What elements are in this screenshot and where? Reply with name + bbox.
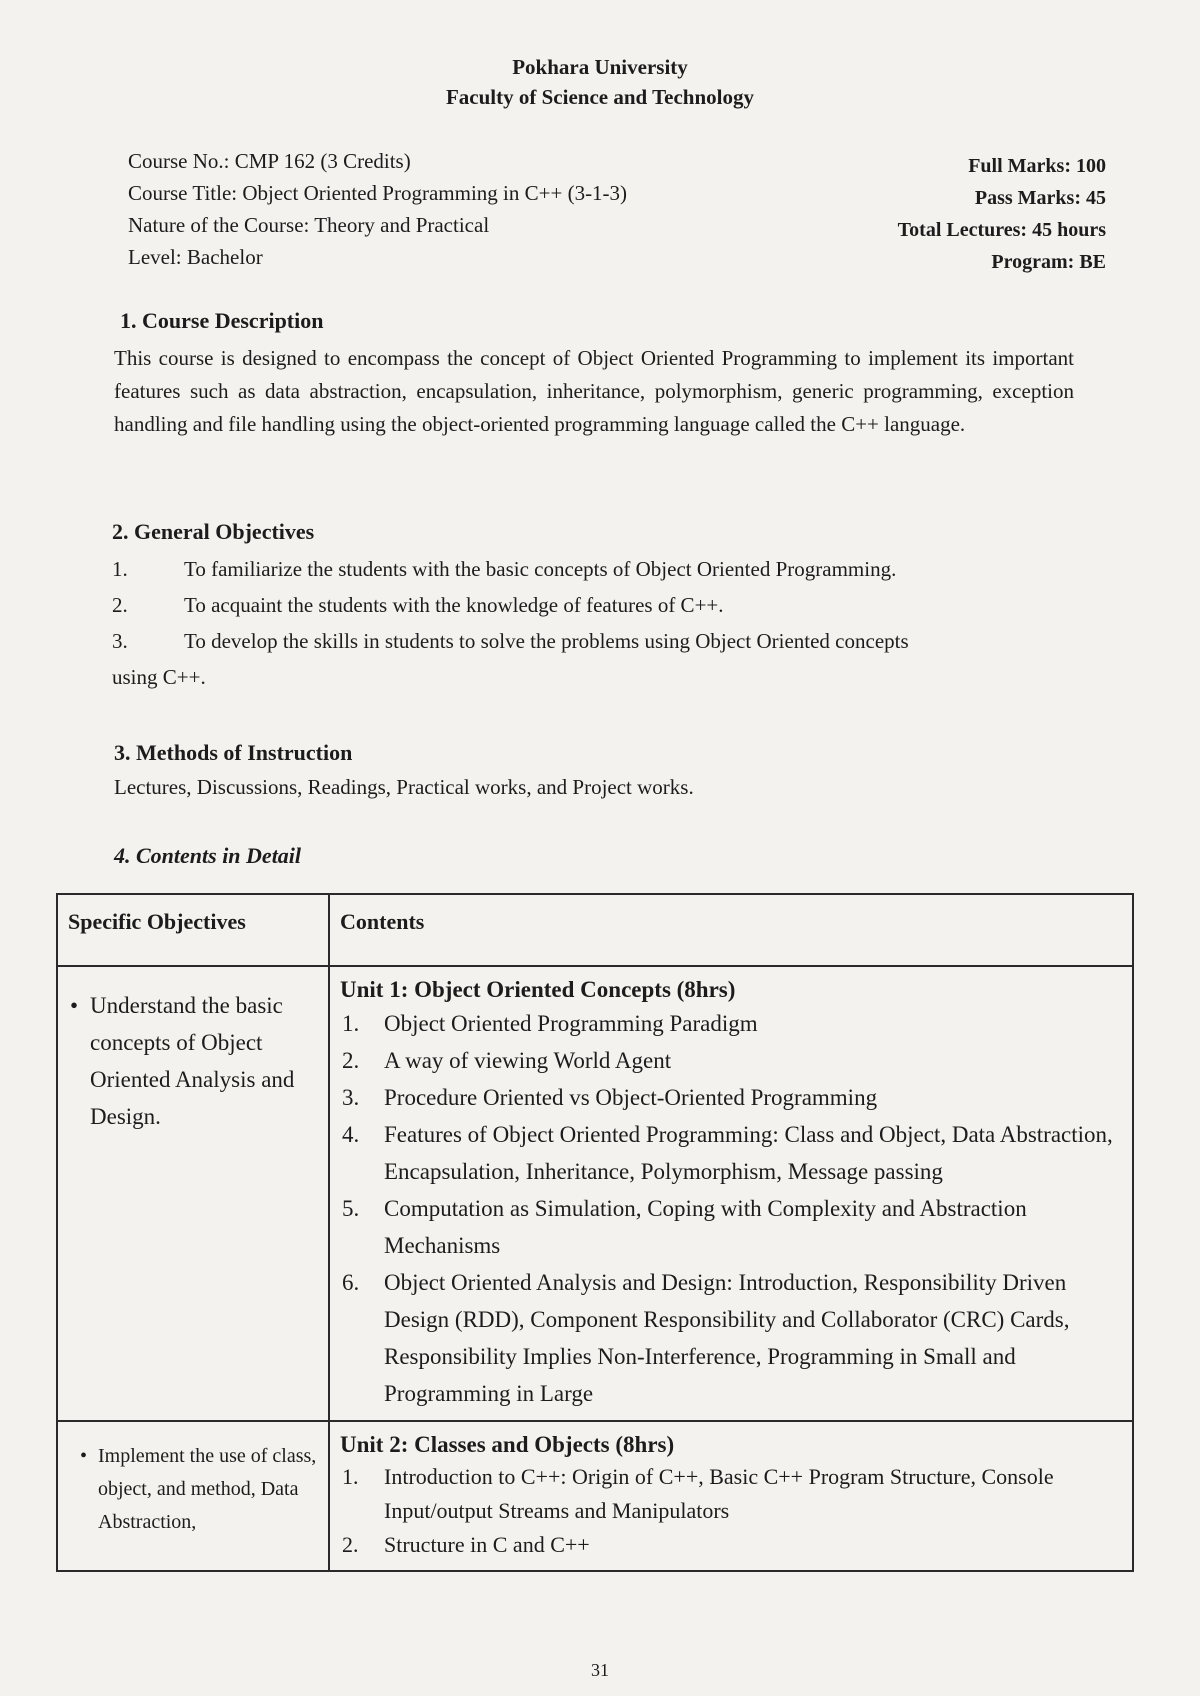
document-header [0, 52, 1200, 112]
unit-title: Unit 1: Object Oriented Concepts (8hrs) [340, 977, 736, 1002]
specific-objective-cell [57, 966, 329, 1421]
table-row [57, 1421, 1133, 1571]
pass-marks: Pass Marks: 45 [974, 187, 1106, 209]
bullet-icon: • [80, 1445, 88, 1467]
specific-objective-text: Understand the basic concepts of Object Oriented Analysis and Design. [90, 993, 295, 1129]
course-info-right [898, 150, 1106, 278]
item-number: 1. [342, 1464, 359, 1489]
objective-item [112, 587, 909, 623]
list-item [340, 1116, 1122, 1190]
list-item [340, 1264, 1122, 1412]
faculty-name: Faculty of Science and Technology [445, 85, 755, 109]
specific-objective-cell [57, 1421, 329, 1571]
general-objectives-list [112, 551, 909, 695]
objective-continuation: using C++. [112, 665, 206, 689]
unit-content-cell [329, 1421, 1133, 1571]
bullet-icon: • [70, 993, 79, 1018]
course-title: Course Title: Object Oriented Programming in C++ (3-1-3) [128, 181, 628, 205]
course-info-left [128, 145, 627, 273]
objective-number: 1. [112, 557, 128, 581]
methods-text: Lectures, Discussions, Readings, Practical works, and Project works. [114, 775, 694, 799]
unit-title: Unit 2: Classes and Objects (8hrs) [340, 1432, 675, 1457]
item-text: Features of Object Oriented Programming: Class and Object, Data Abstraction, Encapsulation, Inheritance, Polymorphism, Message passing [384, 1122, 1113, 1184]
total-lectures: Total Lectures: 45 hours [897, 219, 1106, 241]
item-number: 4. [342, 1122, 360, 1147]
objective-number: 2. [112, 593, 128, 617]
objective-item [112, 551, 909, 587]
course-nature: Nature of the Course: Theory and Practical [128, 213, 490, 237]
list-item [340, 1528, 1122, 1562]
list-item [340, 1190, 1122, 1264]
course-number: Course No.: CMP 162 (3 Credits) [128, 149, 411, 173]
general-objectives-heading: 2. General Objectives [112, 519, 315, 544]
list-item [340, 1042, 1122, 1079]
unit-topic-list [340, 1005, 1122, 1412]
header-contents: Contents [329, 894, 1133, 966]
item-text: Computation as Simulation, Coping with Complexity and Abstraction Mechanisms [384, 1196, 1027, 1258]
header-specific-objectives: Specific Objectives [57, 894, 329, 966]
item-text: Object Oriented Analysis and Design: Introduction, Responsibility Driven Design (RDD), Component Responsibility and Collaborator (CRC) Cards, Responsibility Implies Non-Interference, Programming in Small and Programming in Large [384, 1270, 1070, 1406]
specific-objective-text: Implement the use of class, object, and method, Data Abstraction, [98, 1445, 317, 1533]
page-number: 31 [591, 1660, 609, 1680]
full-marks: Full Marks: 100 [968, 155, 1106, 177]
item-number: 2. [342, 1048, 360, 1073]
contents-table [56, 893, 1134, 1572]
list-item [340, 1460, 1122, 1528]
item-number: 3. [342, 1085, 360, 1110]
item-text: A way of viewing World Agent [384, 1048, 672, 1073]
table-header-row [57, 894, 1133, 966]
list-item [340, 1005, 1122, 1042]
objective-text: To acquaint the students with the knowledge of features of C++. [184, 593, 724, 617]
item-text: Object Oriented Programming Paradigm [384, 1011, 758, 1036]
course-level: Level: Bachelor [128, 245, 263, 269]
objective-text: To familiarize the students with the basic concepts of Object Oriented Programming. [184, 557, 897, 581]
objective-number: 3. [112, 629, 128, 653]
item-text: Structure in C and C++ [384, 1532, 590, 1557]
course-description-heading: 1. Course Description [120, 308, 324, 333]
item-number: 6. [342, 1270, 360, 1295]
program: Program: BE [991, 251, 1106, 273]
unit-content-cell [329, 966, 1133, 1421]
objective-text: To develop the skills in students to solve the problems using Object Oriented concepts [184, 629, 909, 653]
contents-heading: 4. Contents in Detail [114, 843, 302, 868]
unit-topic-list [340, 1460, 1122, 1562]
methods-heading: 3. Methods of Instruction [114, 740, 353, 765]
item-number: 1. [342, 1011, 360, 1036]
list-item [340, 1079, 1122, 1116]
course-description-text: This course is designed to encompass the concept of Object Oriented Programming to implement its important features such as data abstraction, encapsulation, inheritance, polymorphism, generic programming, exception handling and file handling using the object-oriented programming language called the C++ language. [114, 346, 1074, 436]
university-name: Pokhara University [512, 55, 688, 79]
objective-item [112, 623, 909, 659]
item-text: Introduction to C++: Origin of C++, Basic C++ Program Structure, Console Input/output Streams and Manipulators [384, 1464, 1054, 1523]
table-row [57, 966, 1133, 1421]
item-text: Procedure Oriented vs Object-Oriented Programming [384, 1085, 878, 1110]
item-number: 2. [342, 1532, 359, 1557]
item-number: 5. [342, 1196, 360, 1221]
